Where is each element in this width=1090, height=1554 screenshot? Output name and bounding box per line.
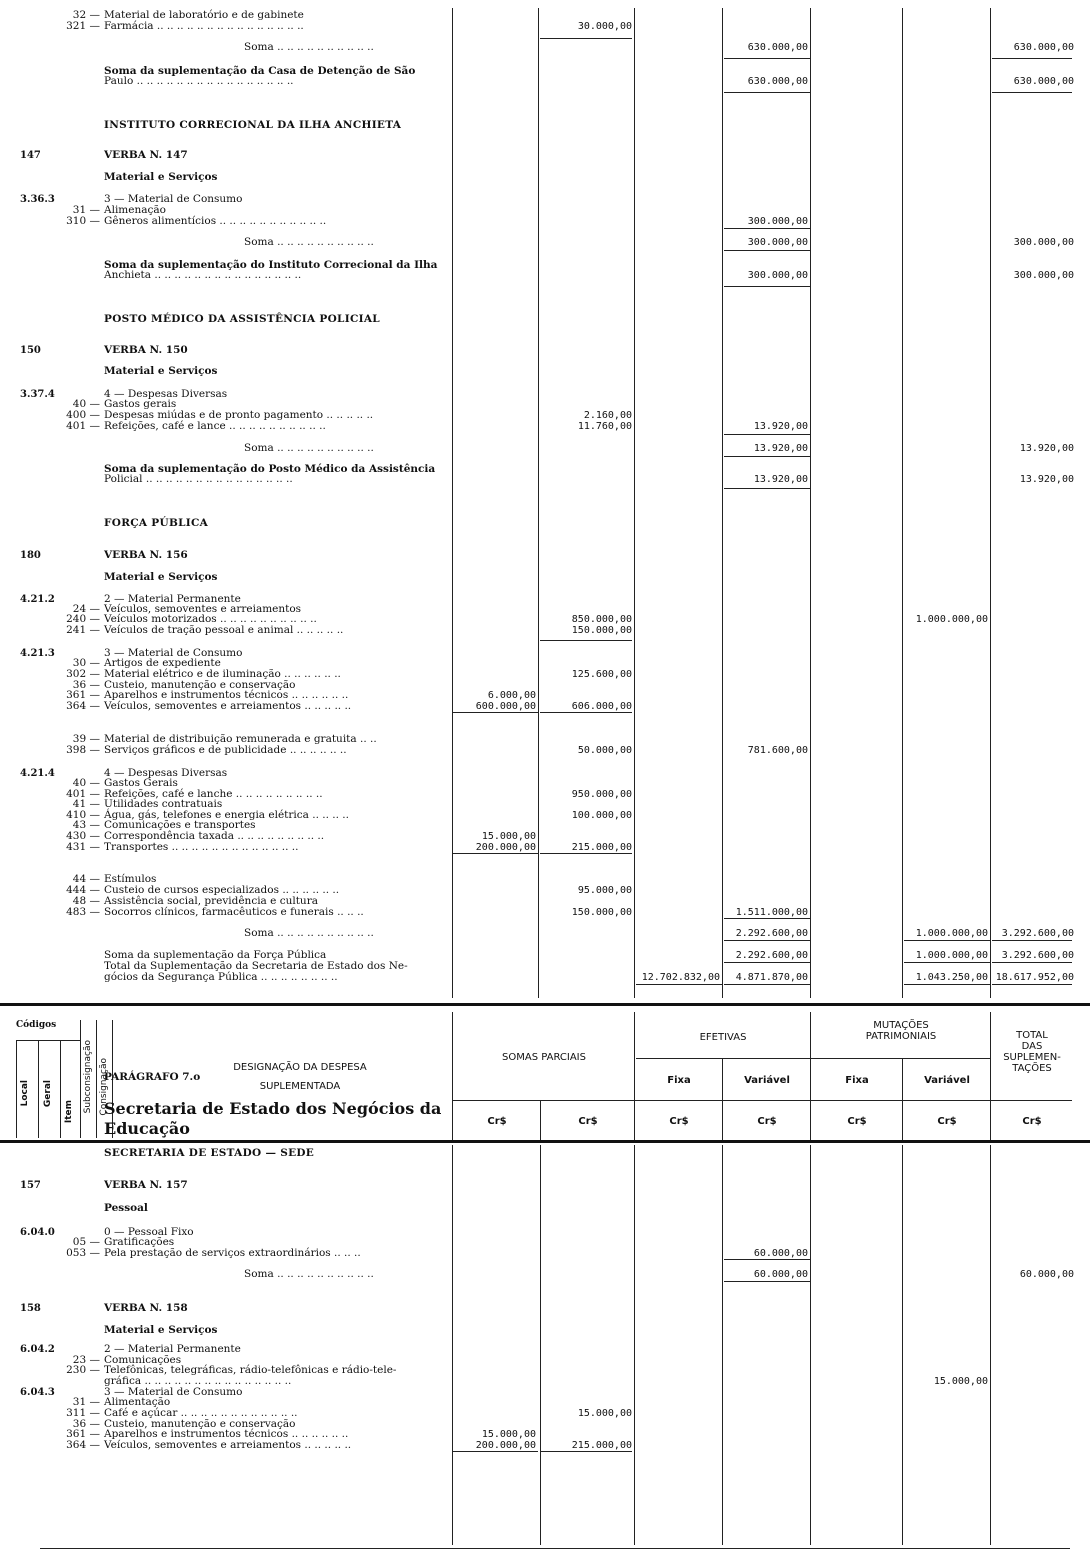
header-rule bbox=[722, 1058, 723, 1140]
header-total-line4: TAÇÕES bbox=[1012, 1063, 1052, 1074]
sub-code: 32 — bbox=[72, 9, 100, 21]
header-subconsignacao: Subconsignação bbox=[83, 1040, 93, 1114]
sum-rule bbox=[992, 962, 1072, 963]
sub-code: 401 — bbox=[66, 420, 100, 432]
header-rule bbox=[452, 1012, 453, 1140]
amount-c2: 95.000,00 bbox=[577, 885, 632, 896]
sum-rule bbox=[992, 58, 1072, 59]
header-fixa-mutacoes: Fixa bbox=[845, 1075, 869, 1086]
amount-c7: 300.000,00 bbox=[1013, 237, 1074, 248]
amount-c4: 13.920,00 bbox=[753, 421, 808, 432]
header-rule bbox=[636, 1058, 990, 1059]
code-number: 150 bbox=[20, 345, 41, 356]
header-rule bbox=[990, 1012, 991, 1140]
header-variavel: Variável bbox=[744, 1075, 790, 1086]
row-description: VERBA N. 147 bbox=[104, 149, 188, 161]
amount-c6: 1.043.250,00 bbox=[915, 972, 988, 983]
sub-code: 43 — bbox=[72, 819, 100, 831]
amount-c4: 60.000,00 bbox=[753, 1269, 808, 1280]
row-description: Material de distribuição remunerada e gratuita .. .. bbox=[104, 733, 377, 745]
currency-c3: Cr$ bbox=[669, 1116, 689, 1127]
sub-code: 302 — bbox=[66, 668, 100, 680]
row-description: Café e açúcar .. .. .. .. .. .. .. .. .. .. .. .. bbox=[104, 1407, 298, 1419]
row-description: Soma .. .. .. .. .. .. .. .. .. .. bbox=[244, 1268, 374, 1280]
amount-c6: 1.000.000,00 bbox=[915, 614, 988, 625]
column-rule bbox=[810, 8, 811, 998]
row-description: Soma .. .. .. .. .. .. .. .. .. .. bbox=[244, 236, 374, 248]
amount-c2: 950.000,00 bbox=[571, 789, 632, 800]
row-description: VERBA N. 157 bbox=[104, 1179, 188, 1191]
header-rule bbox=[60, 1040, 61, 1138]
amount-c7: 630.000,00 bbox=[1013, 76, 1074, 87]
currency-c2: Cr$ bbox=[578, 1116, 598, 1127]
sub-code: 44 — bbox=[72, 873, 100, 885]
sum-rule bbox=[992, 92, 1072, 93]
header-rule bbox=[16, 1040, 80, 1041]
sub-code: 31 — bbox=[72, 1396, 100, 1408]
row-description: INSTITUTO CORRECIONAL DA ILHA ANCHIETA bbox=[104, 119, 402, 131]
sum-rule bbox=[724, 962, 810, 963]
row-description: Estímulos bbox=[104, 873, 157, 885]
row-description: Educação bbox=[104, 1119, 190, 1138]
row-description: Serviços gráficos e de publicidade .. .. .. .. .. .. bbox=[104, 744, 347, 756]
row-description: Gêneros alimentícios .. .. .. .. .. .. .. .. .. .. .. bbox=[104, 215, 327, 227]
row-description: Soma .. .. .. .. .. .. .. .. .. .. bbox=[244, 442, 374, 454]
amount-c2: 50.000,00 bbox=[577, 745, 632, 756]
sub-code: 483 — bbox=[66, 906, 100, 918]
row-description: Pessoal bbox=[104, 1202, 148, 1214]
code-number: 147 bbox=[20, 150, 41, 161]
amount-c4: 630.000,00 bbox=[747, 76, 808, 87]
row-description: Socorros clínicos, farmacêuticos e funerais .. .. .. bbox=[104, 906, 364, 918]
header-mutacoes bbox=[812, 1020, 990, 1042]
amount-c2: 100.000,00 bbox=[571, 810, 632, 821]
amount-c4: 2.292.600,00 bbox=[735, 928, 808, 939]
sub-code: 41 — bbox=[72, 798, 100, 810]
sum-rule bbox=[724, 488, 810, 489]
row-description: Total da Suplementação da Secretaria de Estado dos Ne- bbox=[104, 960, 408, 972]
amount-c2: 606.000,00 bbox=[571, 701, 632, 712]
row-description: Utilidades contratuais bbox=[104, 798, 223, 810]
code-number: 3.36.3 bbox=[20, 194, 55, 205]
row-description: 4 — Despesas Diversas bbox=[104, 767, 228, 779]
header-bottom-rule bbox=[0, 1140, 1090, 1143]
row-description: Aparelhos e instrumentos técnicos .. .. .. .. .. .. bbox=[104, 689, 349, 701]
row-description: Custeio, manutenção e conservação bbox=[104, 679, 296, 691]
row-description: Veículos, semoventes e arreiamentos .. .. .. .. .. bbox=[104, 1439, 352, 1451]
amount-c6: 15.000,00 bbox=[933, 1376, 988, 1387]
sub-code: 39 — bbox=[72, 733, 100, 745]
row-description: Soma .. .. .. .. .. .. .. .. .. .. bbox=[244, 41, 374, 53]
amount-c2: 125.600,00 bbox=[571, 669, 632, 680]
sub-code: 361 — bbox=[66, 689, 100, 701]
sum-rule bbox=[992, 984, 1072, 985]
sum-rule bbox=[724, 1259, 810, 1260]
row-description: 3 — Material de Consumo bbox=[104, 193, 243, 205]
sub-code: 361 — bbox=[66, 1428, 100, 1440]
amount-c2: 11.760,00 bbox=[577, 421, 632, 432]
row-description: VERBA N. 150 bbox=[104, 344, 188, 356]
row-description: 2 — Material Permanente bbox=[104, 1343, 241, 1355]
header-designacao-line2: SUPLEMENTADA bbox=[259, 1081, 341, 1092]
code-number: 6.04.0 bbox=[20, 1227, 55, 1238]
section-divider bbox=[0, 1003, 1090, 1006]
sum-rule bbox=[452, 712, 538, 713]
row-description: Material e Serviços bbox=[104, 365, 218, 377]
sum-rule bbox=[540, 640, 632, 641]
sum-rule bbox=[724, 250, 810, 251]
sum-rule bbox=[724, 434, 810, 435]
row-description: Veículos de tração pessoal e animal .. .. .. .. .. bbox=[104, 624, 344, 636]
amount-c2: 150.000,00 bbox=[571, 625, 632, 636]
row-description: Material e Serviços bbox=[104, 1324, 218, 1336]
header-rule bbox=[634, 1012, 635, 1140]
amount-c6: 1.000.000,00 bbox=[915, 928, 988, 939]
row-description: Comunicações bbox=[104, 1354, 182, 1366]
row-description: Secretaria de Estado dos Negócios da bbox=[104, 1099, 442, 1118]
sub-code: 311 — bbox=[66, 1407, 100, 1419]
amount-c4: 4.871.870,00 bbox=[735, 972, 808, 983]
amount-c1: 600.000,00 bbox=[475, 701, 536, 712]
sum-rule bbox=[724, 1281, 810, 1282]
sum-rule bbox=[540, 1451, 632, 1452]
currency-c7: Cr$ bbox=[1022, 1116, 1042, 1127]
sub-code: 40 — bbox=[72, 777, 100, 789]
sum-rule bbox=[724, 984, 810, 985]
header-rule bbox=[16, 1040, 17, 1138]
sum-rule bbox=[540, 853, 632, 854]
sub-code: 364 — bbox=[66, 700, 100, 712]
code-number: 180 bbox=[20, 550, 41, 561]
amount-c7: 60.000,00 bbox=[1019, 1269, 1074, 1280]
code-number: 6.04.3 bbox=[20, 1387, 55, 1398]
header-total-line2: DAS bbox=[1021, 1041, 1043, 1052]
row-description: Anchieta .. .. .. .. .. .. .. .. .. .. .. .. .. .. .. bbox=[104, 269, 302, 281]
row-description: Material e Serviços bbox=[104, 571, 218, 583]
sub-code: 240 — bbox=[66, 613, 100, 625]
row-description: Soma .. .. .. .. .. .. .. .. .. .. bbox=[244, 927, 374, 939]
amount-c2: 215.000,00 bbox=[571, 1440, 632, 1451]
amount-c7: 300.000,00 bbox=[1013, 270, 1074, 281]
sum-rule bbox=[636, 984, 722, 985]
sub-code: 430 — bbox=[66, 830, 100, 842]
amount-c7: 18.617.952,00 bbox=[995, 972, 1074, 983]
sum-rule bbox=[540, 38, 632, 39]
row-description: Pela prestação de serviços extraordinários .. .. .. bbox=[104, 1247, 361, 1259]
row-description: Policial .. .. .. .. .. .. .. .. .. .. .. .. .. .. .. bbox=[104, 473, 293, 485]
column-rule bbox=[634, 1145, 635, 1545]
sub-code: 40 — bbox=[72, 398, 100, 410]
header-total bbox=[992, 1030, 1072, 1074]
row-description: FORÇA PÚBLICA bbox=[104, 517, 209, 529]
sub-code: 30 — bbox=[72, 657, 100, 669]
sub-code: 410 — bbox=[66, 809, 100, 821]
amount-c4: 300.000,00 bbox=[747, 237, 808, 248]
code-number: 4.21.2 bbox=[20, 594, 55, 605]
header-rule bbox=[902, 1058, 903, 1140]
header-rule bbox=[38, 1040, 39, 1138]
row-description: POSTO MÉDICO DA ASSISTÊNCIA POLICIAL bbox=[104, 313, 380, 325]
column-rule bbox=[902, 8, 903, 998]
sub-code: 36 — bbox=[72, 1418, 100, 1430]
header-somas-parciais: SOMAS PARCIAIS bbox=[502, 1052, 586, 1063]
header-rule bbox=[452, 1100, 1072, 1101]
row-description: Alimentação bbox=[104, 1396, 171, 1408]
amount-c7: 13.920,00 bbox=[1019, 443, 1074, 454]
header-mutacoes-line1: MUTAÇÕES bbox=[873, 1020, 929, 1031]
header-local: Local bbox=[20, 1080, 30, 1107]
row-description: Transportes .. .. .. .. .. .. .. .. .. .. .. .. .. bbox=[104, 841, 299, 853]
row-description: Soma da suplementação da Força Pública bbox=[104, 949, 327, 961]
amount-c1: 200.000,00 bbox=[475, 1440, 536, 1451]
amount-c4: 300.000,00 bbox=[747, 216, 808, 227]
sum-rule bbox=[724, 92, 810, 93]
header-rule bbox=[80, 1020, 81, 1138]
row-description: Veículos, semoventes e arreiamentos bbox=[104, 603, 302, 615]
amount-c7: 3.292.600,00 bbox=[1001, 950, 1074, 961]
row-description: Soma da suplementação da Casa de Detenção de São bbox=[104, 65, 416, 77]
header-total-line1: TOTAL bbox=[1016, 1030, 1048, 1041]
amount-c3: 12.702.832,00 bbox=[641, 972, 720, 983]
header-consignacao: Consignação bbox=[99, 1058, 109, 1116]
row-description: Gastos Gerais bbox=[104, 777, 178, 789]
sub-code: 444 — bbox=[66, 884, 100, 896]
sub-code: 431 — bbox=[66, 841, 100, 853]
amount-c4: 60.000,00 bbox=[753, 1248, 808, 1259]
amount-c4: 2.292.600,00 bbox=[735, 950, 808, 961]
amount-c1: 200.000,00 bbox=[475, 842, 536, 853]
row-description: Veículos motorizados .. .. .. .. .. .. .. .. .. .. bbox=[104, 613, 317, 625]
column-rule bbox=[990, 1145, 991, 1545]
amount-c2: 150.000,00 bbox=[571, 907, 632, 918]
row-description: Custeio, manutenção e conservação bbox=[104, 1418, 296, 1430]
sub-code: 053 — bbox=[66, 1247, 100, 1259]
code-number: 6.04.2 bbox=[20, 1344, 55, 1355]
sub-code: 230 — bbox=[66, 1364, 100, 1376]
row-description: Gastos gerais bbox=[104, 398, 177, 410]
row-description: 2 — Material Permanente bbox=[104, 593, 241, 605]
row-description: 0 — Pessoal Fixo bbox=[104, 1226, 194, 1238]
amount-c4: 300.000,00 bbox=[747, 270, 808, 281]
sub-code: 364 — bbox=[66, 1439, 100, 1451]
header-efetivas: EFETIVAS bbox=[699, 1032, 747, 1043]
header-mutacoes-line2: PATRIMONIAIS bbox=[865, 1031, 937, 1042]
row-description: Refeições, café e lanche .. .. .. .. .. .. .. .. .. bbox=[104, 788, 323, 800]
row-description: gráfica .. .. .. .. .. .. .. .. .. .. .. .. .. .. .. bbox=[104, 1375, 292, 1387]
amount-c7: 3.292.600,00 bbox=[1001, 928, 1074, 939]
sub-code: 24 — bbox=[72, 603, 100, 615]
sub-code: 48 — bbox=[72, 895, 100, 907]
sum-rule bbox=[904, 984, 990, 985]
header-geral: Geral bbox=[43, 1080, 53, 1108]
sub-code: 241 — bbox=[66, 624, 100, 636]
sub-code: 05 — bbox=[72, 1236, 100, 1248]
amount-c4: 630.000,00 bbox=[747, 42, 808, 53]
sum-rule bbox=[724, 58, 810, 59]
header-designacao-line1: DESIGNAÇÃO DA DESPESA bbox=[233, 1062, 367, 1073]
row-description: PARÁGRAFO 7.o bbox=[104, 1071, 201, 1083]
row-description: Alimenação bbox=[104, 204, 166, 216]
row-description: Artigos de expediente bbox=[104, 657, 221, 669]
amount-c4: 781.600,00 bbox=[747, 745, 808, 756]
amount-c2: 15.000,00 bbox=[577, 1408, 632, 1419]
sum-rule bbox=[452, 1451, 538, 1452]
sum-rule bbox=[904, 962, 990, 963]
row-description: Material elétrico e de iluminação .. .. .. .. .. .. bbox=[104, 668, 341, 680]
sub-code: 321 — bbox=[66, 20, 100, 32]
amount-c2: 2.160,00 bbox=[583, 410, 632, 421]
sum-rule bbox=[452, 853, 538, 854]
row-description: Comunicações e transportes bbox=[104, 819, 256, 831]
amount-c2: 850.000,00 bbox=[571, 614, 632, 625]
currency-c6: Cr$ bbox=[937, 1116, 957, 1127]
row-description: Material de laboratório e de gabinete bbox=[104, 9, 304, 21]
column-rule bbox=[722, 1145, 723, 1545]
row-description: Telefônicas, telegráficas, rádio-telefônicas e rádio-tele- bbox=[104, 1364, 397, 1376]
sum-rule bbox=[992, 940, 1072, 941]
sub-code: 23 — bbox=[72, 1354, 100, 1366]
row-description: VERBA N. 156 bbox=[104, 549, 188, 561]
sub-code: 400 — bbox=[66, 409, 100, 421]
row-description: Gratificações bbox=[104, 1236, 175, 1248]
amount-c7: 630.000,00 bbox=[1013, 42, 1074, 53]
row-description: Soma da suplementação do Instituto Correcional da Ilha bbox=[104, 259, 438, 271]
amount-c4: 1.511.000,00 bbox=[735, 907, 808, 918]
amount-c7: 13.920,00 bbox=[1019, 474, 1074, 485]
column-rule bbox=[990, 8, 991, 998]
amount-c2: 215.000,00 bbox=[571, 842, 632, 853]
row-description: Despesas miúdas e de pronto pagamento .. .. .. .. .. bbox=[104, 409, 374, 421]
currency-c5: Cr$ bbox=[847, 1116, 867, 1127]
sum-rule bbox=[904, 940, 990, 941]
header-rule bbox=[540, 1100, 541, 1140]
column-rule bbox=[722, 8, 723, 998]
code-number: 4.21.4 bbox=[20, 768, 55, 779]
code-number: 158 bbox=[20, 1303, 41, 1314]
row-description: 3 — Material de Consumo bbox=[104, 1386, 243, 1398]
sub-code: 398 — bbox=[66, 744, 100, 756]
amount-c1: 6.000,00 bbox=[487, 690, 536, 701]
column-rule bbox=[538, 8, 539, 998]
row-description: Farmácia .. .. .. .. .. .. .. .. .. .. .. .. .. .. .. bbox=[104, 20, 304, 32]
column-rule bbox=[634, 8, 635, 998]
page-bottom-rule bbox=[40, 1548, 1070, 1549]
header-rule bbox=[810, 1012, 811, 1140]
sum-rule bbox=[540, 712, 632, 713]
row-description: Paulo .. .. .. .. .. .. .. .. .. .. .. .. .. .. .. .. bbox=[104, 75, 294, 87]
currency-c1: Cr$ bbox=[487, 1116, 507, 1127]
row-description: Água, gás, telefones e energia elétrica .. .. .. .. bbox=[104, 809, 349, 821]
row-description: Correspondência taxada .. .. .. .. .. .. .. .. .. bbox=[104, 830, 325, 842]
column-rule bbox=[540, 1145, 541, 1545]
amount-c1: 15.000,00 bbox=[481, 831, 536, 842]
header-total-line3: SUPLEMEN- bbox=[1003, 1052, 1061, 1063]
sum-rule bbox=[724, 228, 810, 229]
code-number: 157 bbox=[20, 1180, 41, 1191]
code-number: 3.37.4 bbox=[20, 389, 55, 400]
amount-c6: 1.000.000,00 bbox=[915, 950, 988, 961]
amount-c2: 30.000,00 bbox=[577, 21, 632, 32]
header-codigos: Códigos bbox=[16, 1020, 57, 1030]
row-description: Assistência social, previdência e cultura bbox=[104, 895, 318, 907]
column-rule bbox=[452, 1145, 453, 1545]
header-variavel-mutacoes: Variável bbox=[924, 1075, 970, 1086]
sub-code: 36 — bbox=[72, 679, 100, 691]
row-description: Soma da suplementação do Posto Médico da Assistência bbox=[104, 463, 436, 475]
amount-c4: 13.920,00 bbox=[753, 443, 808, 454]
sub-code: 31 — bbox=[72, 204, 100, 216]
row-description: SECRETARIA DE ESTADO — SEDE bbox=[104, 1147, 315, 1159]
row-description: Veículos, semoventes e arreiamentos .. .. .. .. .. bbox=[104, 700, 352, 712]
row-description: 3 — Material de Consumo bbox=[104, 647, 243, 659]
row-description: Material e Serviços bbox=[104, 171, 218, 183]
amount-c1: 15.000,00 bbox=[481, 1429, 536, 1440]
sum-rule bbox=[724, 940, 810, 941]
header-rule bbox=[96, 1020, 97, 1138]
row-description: VERBA N. 158 bbox=[104, 1302, 188, 1314]
amount-c4: 13.920,00 bbox=[753, 474, 808, 485]
row-description: 4 — Despesas Diversas bbox=[104, 388, 228, 400]
row-description: Custeio de cursos especializados .. .. .. .. .. .. bbox=[104, 884, 340, 896]
sum-rule bbox=[724, 456, 810, 457]
sub-code: 401 — bbox=[66, 788, 100, 800]
sum-rule bbox=[724, 286, 810, 287]
column-rule bbox=[902, 1145, 903, 1545]
row-description: gócios da Segurança Pública .. .. .. .. .. .. .. .. bbox=[104, 971, 338, 983]
sum-rule bbox=[724, 918, 810, 919]
header-fixa: Fixa bbox=[667, 1075, 691, 1086]
row-description: Refeições, café e lance .. .. .. .. .. .. .. .. .. .. bbox=[104, 420, 326, 432]
code-number: 4.21.3 bbox=[20, 648, 55, 659]
row-description: Aparelhos e instrumentos técnicos .. .. .. .. .. .. bbox=[104, 1428, 349, 1440]
column-rule bbox=[810, 1145, 811, 1545]
sub-code: 310 — bbox=[66, 215, 100, 227]
currency-c4: Cr$ bbox=[757, 1116, 777, 1127]
header-item: Item bbox=[64, 1100, 74, 1124]
